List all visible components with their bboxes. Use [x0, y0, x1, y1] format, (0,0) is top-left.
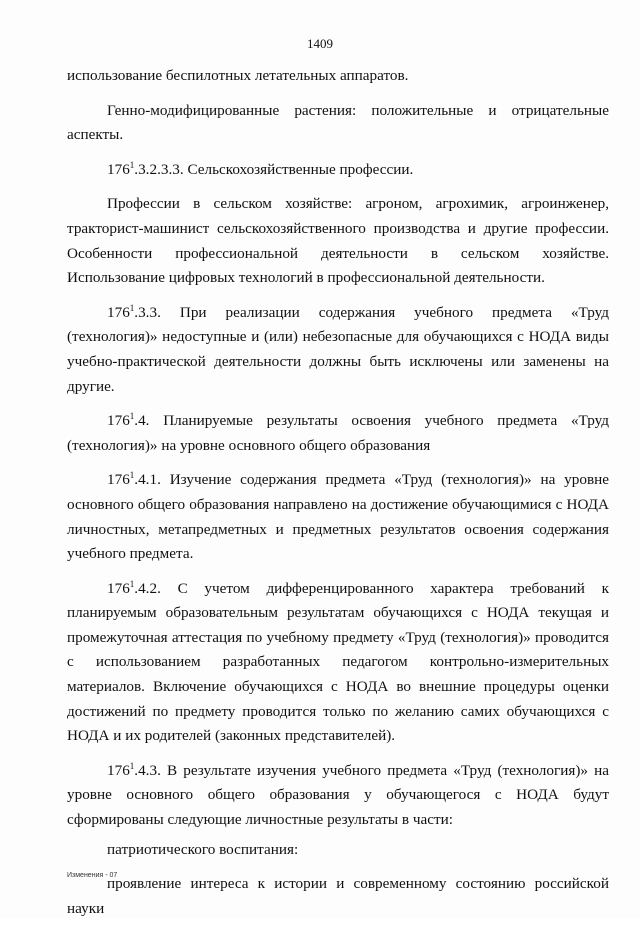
section-superscript: 1 — [129, 470, 135, 481]
section-superscript: 1 — [129, 302, 135, 313]
section-number: 176 — [107, 303, 130, 321]
paragraph: патриотического воспитания: — [107, 840, 299, 858]
paragraph: использование беспилотных летательных аппаратов. — [67, 67, 409, 84]
footer-note: Изменения - 07 — [67, 872, 118, 879]
section-superscript: 1 — [129, 760, 135, 771]
section-heading: $176^1.4$. Планируемые результаты освоения учебного предмета «Труд (технология)» на уровне основного общего образования — [67, 411, 609, 454]
paragraph: Профессии в сельском хозяйстве: агроном, агрохимик, агроинженер, тракторист-машинист сельскохозяйственного производства и другие профессии. Особенности профессиональной деятельности в сельском хозяйстве. Использование цифровых технологий в профессиональной деятельности. — [67, 195, 609, 287]
section-number: 176 — [107, 579, 130, 597]
document-body — [67, 64, 609, 931]
section-number: 176 — [107, 412, 130, 430]
page-number: 1409 — [307, 36, 333, 51]
paragraph: $176^1.4.2$. С учетом дифференцированного характера требований к планируемым образовательным результатам обучающихся с НОДА текущая и промежуточная аттестация по учебному предмету «Труд (технология)» проводится с использованием разработанных педагогом контрольно-измерительных материалов. Включение обучающихся с НОДА во внешние процедуры оценки достижений по предмету проводится только по желанию самих обучающихся с НОДА и их родителей (законных представителей). — [67, 578, 609, 745]
section-number: 176 — [107, 160, 130, 178]
paragraph: $176^1.3.3$. При реализации содержания учебного предмета «Труд (технология)» недоступные и (или) небезопасные для обучающихся с НОДА виды учебно-практической деятельности должны быть исключены или заменены на другие. — [67, 302, 609, 395]
section-superscript: 1 — [129, 411, 135, 422]
section-superscript: 1 — [129, 159, 135, 170]
paragraph: Генно-модифицированные растения: положительные и отрицательные аспекты. — [67, 101, 609, 144]
paragraph: $176^1.4.1$. Изучение содержания предмета «Труд (технология)» на уровне основного общего образования направлено на достижение обучающимися с НОДА личностных, метапредметных и предметных результатов освоения содержания учебного предмета. — [67, 470, 609, 563]
section-heading: $176^1.3.2.3.3$. Сельскохозяйственные профессии. — [107, 159, 414, 178]
section-number: 176 — [107, 471, 130, 489]
section-number: 176 — [107, 761, 130, 779]
paragraph: $176^1.4.3$. В результате изучения учебного предмета «Труд (технология)» на уровне основного общего образования у обучающегося с НОДА будут сформированы следующие личностные результаты в части: — [67, 760, 609, 829]
section-superscript: 1 — [129, 578, 135, 589]
paragraph: проявление интереса к истории и современному состоянию российской науки — [67, 875, 609, 917]
